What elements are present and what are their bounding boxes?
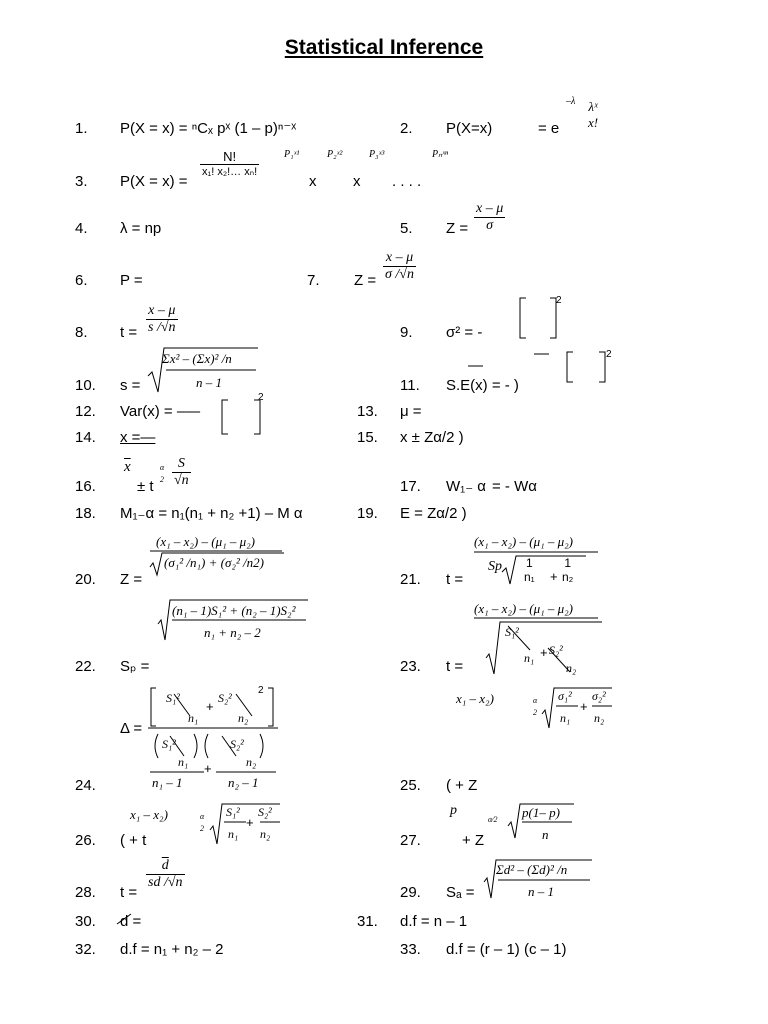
formula-28-fraction: $\frac{\overline{d}}{sd /√n}$ [148, 858, 183, 890]
formula-12-brackets [220, 398, 270, 438]
formula-30-bar [117, 912, 133, 926]
formula-11-bar2: — [534, 345, 549, 362]
formula-number: 14. [75, 429, 96, 446]
formula-21-numerator: (x₁ – x₂) – (μ₁ – μ₂) [474, 534, 573, 549]
formula-21: t = [446, 571, 464, 588]
formula-24-n2: n₂ [238, 711, 249, 725]
formula-23-numerator: (x₁ – x₂) – (μ₁ – μ₂) [474, 601, 573, 616]
formula-3-fraction: N! x₁! x₂!… xₙ! [202, 149, 258, 178]
formula-3-pn: Pₙˣⁿ [432, 149, 449, 160]
formula-number: 26. [75, 832, 96, 849]
formula-26: ( + t [120, 832, 147, 849]
formula-25-diff: x₁ – x₂) [456, 691, 494, 706]
formula-number: 33. [400, 941, 421, 958]
formula-24-n1b: n₁ [178, 755, 189, 769]
formula-number: 21. [400, 571, 421, 588]
formula-27: + Z [462, 832, 485, 849]
formula-26-alpha: α [200, 812, 205, 821]
formula-19: E = Zα/2 ) [400, 505, 467, 522]
formula-25-s2: σ₂² [592, 689, 606, 703]
formula-number: 27. [400, 832, 421, 849]
formula-25-s1: σ₁² [558, 689, 572, 703]
formula-number: 8. [75, 324, 88, 341]
formula-10-numerator: Σx² – (Σx)² /n [162, 351, 232, 366]
formula-24-plus2: + [204, 761, 212, 776]
formula-number: 4. [75, 220, 88, 237]
formula-2: P(X=x) [446, 120, 493, 137]
formula-2-eq: = e [538, 120, 560, 137]
formula-23-s2: S₂² [549, 643, 563, 657]
formula-26-plus: + [246, 815, 254, 830]
formula-21-sp: Sp [488, 559, 502, 574]
formula-26-s2: S₂² [258, 805, 272, 819]
formula-23-n1: n₁ [524, 651, 535, 665]
formula-30: d = [120, 913, 142, 930]
formula-27-numerator: p(1– p) [522, 805, 560, 820]
formula-number: 12. [75, 403, 96, 420]
formula-20: Z = [120, 571, 143, 588]
formula-33: d.f = (r – 1) (c – 1) [446, 941, 567, 958]
formula-24-s2b: S₂² [230, 737, 244, 751]
formula-1: P(X = x) = ⁿCₓ pˣ (1 – p)ⁿ⁻ˣ [120, 120, 297, 137]
formula-number: 18. [75, 505, 96, 522]
formula-number: 23. [400, 658, 421, 675]
formula-number: 7. [307, 272, 320, 289]
formula-16-fraction: $\frac{S}{√n}$ [174, 456, 189, 488]
formula-6: P = [120, 272, 143, 289]
formula-3: P(X = x) = [120, 173, 188, 190]
formula-3-p2: P₂ˣ² [327, 149, 343, 160]
formula-22-denominator: n₁ + n₂ – 2 [204, 625, 261, 640]
formula-24-d2: n₂ – 1 [228, 775, 259, 790]
formula-23-n2: n₂ [566, 661, 577, 675]
formula-16-alpha: α [160, 463, 165, 472]
formula-3-x2: x [353, 173, 361, 190]
formula-number: 19. [357, 505, 378, 522]
formula-9: σ² = - [446, 324, 483, 341]
formula-12-sup: 2 [258, 392, 264, 403]
formula-number: 22. [75, 658, 96, 675]
page-title: Statistical Inference [284, 36, 484, 59]
formula-number: 30. [75, 913, 96, 930]
formula-23: t = [446, 658, 464, 675]
formula-4: λ = np [120, 220, 162, 237]
formula-number: 24. [75, 777, 96, 794]
formula-26-n1: n₁ [228, 827, 239, 841]
formula-29: Sₐ = [446, 884, 475, 901]
formula-22-numerator: (n₁ – 1)S₁² + (n₂ – 1)S₂² [172, 603, 296, 618]
formula-15: x ± Zα/2 ) [400, 429, 464, 446]
formula-14: x =— [120, 429, 156, 446]
formula-9-sup: 2 [556, 295, 562, 306]
formula-3-p3: P₃ˣ³ [369, 149, 385, 160]
formula-31: d.f = n – 1 [400, 913, 468, 930]
formula-5-fraction: $\frac{x - \mu}{\sigma}$ [476, 201, 504, 233]
formula-24-s1: S₁² [166, 691, 180, 705]
formula-26-n2: n₂ [260, 827, 271, 841]
formula-number: 3. [75, 173, 88, 190]
formula-25-n2: n₂ [594, 711, 605, 725]
formula-11-sup: 2 [606, 349, 612, 360]
formula-25-alpha: α [533, 696, 538, 705]
formula-24-rules [148, 770, 278, 774]
formula-3-p1: P₁ˣ¹ [284, 149, 300, 160]
formula-8: t = [120, 324, 138, 341]
formula-16-two: 2 [160, 475, 164, 484]
formula-23-plus: + [540, 645, 548, 660]
formula-11-bar: — [468, 357, 483, 374]
formula-24-plus: + [206, 699, 214, 714]
formula-26-s1: S₁² [226, 805, 240, 819]
formula-number: 6. [75, 272, 88, 289]
formula-26-diff: x₁ – x₂) [130, 807, 168, 822]
formula-17-eq: = - Wα [492, 478, 537, 495]
formula-5: Z = [446, 220, 469, 237]
formula-number: 16. [75, 478, 96, 495]
formula-20-denominator: (σ₁² /n₁) + (σ₂² /n2) [164, 555, 264, 570]
formula-number: 17. [400, 478, 421, 495]
formula-number: 20. [75, 571, 96, 588]
formula-25-n1: n₁ [560, 711, 571, 725]
formula-number: 13. [357, 403, 378, 420]
formula-24-n2b: n₂ [246, 755, 257, 769]
formula-24-s2: S₂² [218, 691, 232, 705]
formula-16: ± t [137, 478, 154, 495]
formula-3-x1: x [309, 173, 317, 190]
formula-23-s1: S₁² [505, 625, 519, 639]
formula-18: M₁₋α = n₁(n₁ + n₂ +1) – M α [120, 505, 303, 522]
formula-21-frac1: 1 n₁ [524, 556, 535, 584]
formula-25-plus: + [580, 699, 588, 714]
formula-24-s1b: S₁² [162, 737, 176, 751]
formula-13: μ = [400, 403, 422, 420]
formula-25: ( + Z [446, 777, 478, 794]
formula-number: 31. [357, 913, 378, 930]
formula-number: 2. [400, 120, 413, 137]
formula-2-exp: –λ [566, 96, 576, 107]
formula-3-dots: . . . . [392, 173, 422, 190]
formula-7-fraction: $\frac{x - \mu}{\sigma /√n}$ [385, 250, 414, 282]
formula-11: S.E(x) = - ) [446, 377, 519, 394]
formula-21-plus: + [550, 569, 558, 584]
formula-10: s = [120, 377, 141, 394]
formula-20-numerator: (x₁ – x₂) – (μ₁ – μ₂) [156, 534, 255, 549]
formula-10-denominator: n – 1 [196, 375, 222, 390]
formula-17: W₁₋ α [446, 478, 486, 495]
formula-27-denominator: n [542, 827, 549, 842]
formula-24-n1: n₁ [188, 711, 199, 725]
formula-29-numerator: Σd² – (Σd)² /n [496, 862, 568, 877]
formula-2-fraction: λˣ x! [588, 99, 599, 130]
formula-24-delta: Δ = [120, 720, 143, 737]
formula-number: 29. [400, 884, 421, 901]
formula-29-denominator: n – 1 [528, 884, 554, 899]
formula-27-p: p [450, 803, 457, 818]
formula-32: d.f = n₁ + n₂ – 2 [120, 941, 224, 958]
formula-7: Z = [354, 272, 377, 289]
formula-24-sup: 2 [258, 685, 264, 696]
formula-number: 10. [75, 377, 96, 394]
formula-number: 28. [75, 884, 96, 901]
formula-21-frac2: 1 n₂ [562, 556, 574, 584]
formula-24-d1: n₁ – 1 [152, 775, 183, 790]
formula-25-two: 2 [533, 708, 537, 717]
formula-number: 9. [400, 324, 413, 341]
formula-16-x: $\overline{x}$ [124, 459, 131, 475]
formula-number: 5. [400, 220, 413, 237]
formula-number: 15. [357, 429, 378, 446]
formula-22: Sₚ = [120, 658, 150, 675]
formula-8-fraction: $\frac{x - \mu}{s /√n}$ [148, 303, 176, 335]
formula-number: 32. [75, 941, 96, 958]
formula-28: t = [120, 884, 138, 901]
formula-26-two: 2 [200, 824, 204, 833]
formula-12: Var(x) = –— [120, 403, 201, 420]
formula-number: 1. [75, 120, 88, 137]
formula-27-alpha: α⁄2 [488, 815, 498, 824]
formula-number: 11. [400, 377, 420, 394]
formula-number: 25. [400, 777, 421, 794]
